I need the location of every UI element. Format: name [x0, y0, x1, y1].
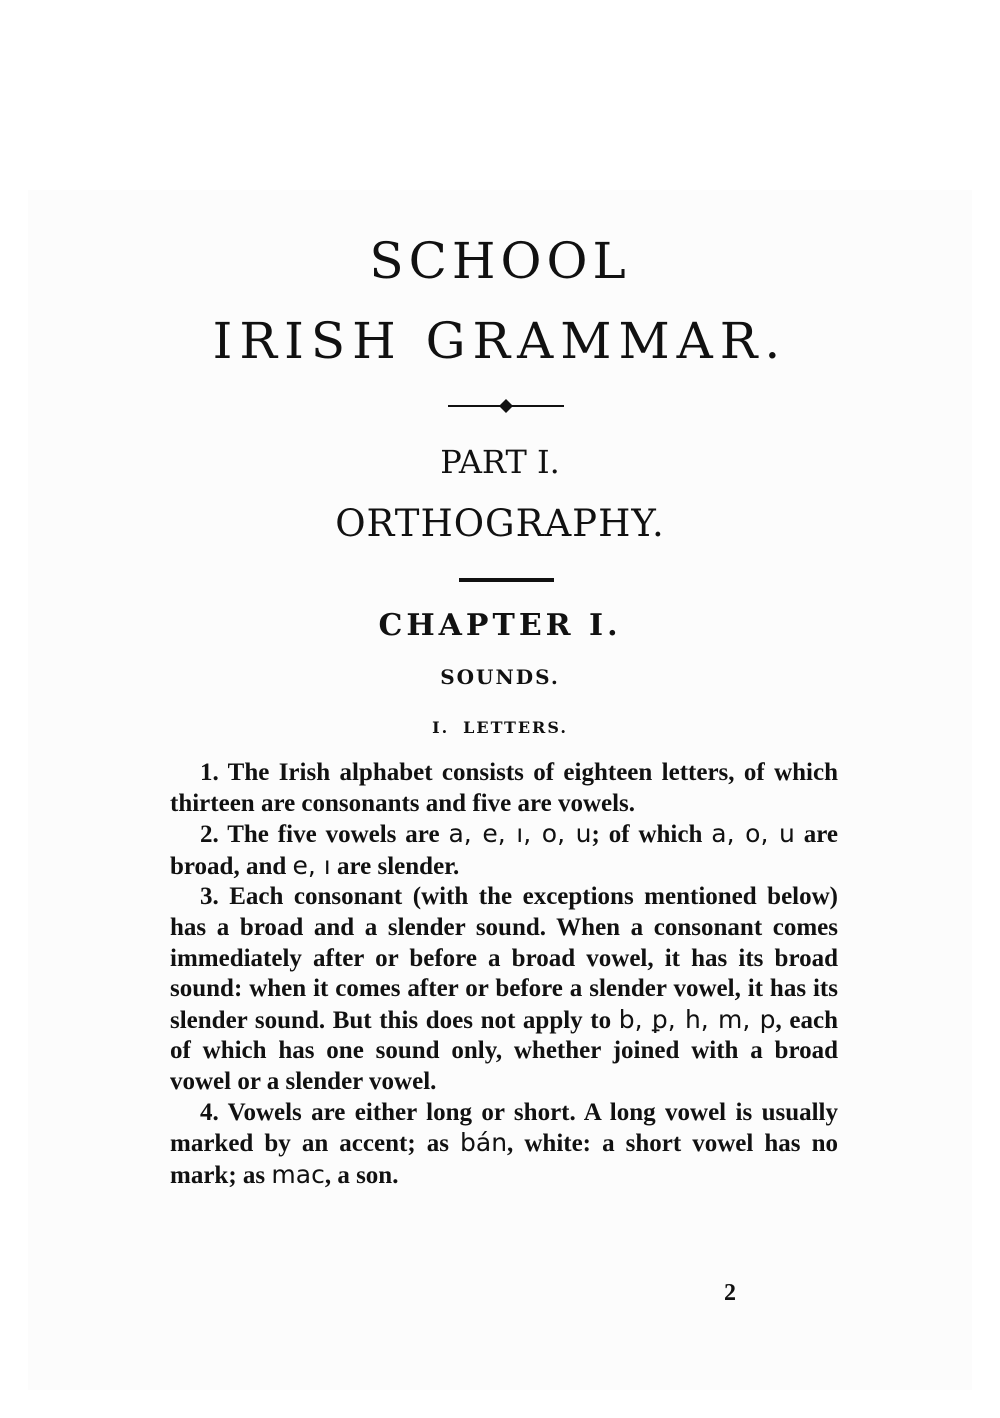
paragraph-number: 4.: [200, 1098, 219, 1126]
subsection-letters: [0, 718, 1000, 737]
title-line-1: SCHOOL: [369, 232, 631, 290]
paragraph-1: 1. The Irish alphabet consists of eighteen letters, of which thirteen are consonants and five are vowels.: [170, 759, 838, 817]
irish-vowels: a, e, ı, o, u: [448, 819, 592, 849]
paragraph-2: 2. The five vowels are a, e, ı, o, u; of which a, o, u are broad, and e, ı are slender.: [170, 819, 839, 880]
irish-consonants: b, ꝑ, h, m, p: [618, 1004, 776, 1034]
paragraph-number: 1.: [200, 759, 219, 786]
body-text: [170, 758, 838, 1191]
chapter-heading: CHAPTER I.: [378, 608, 622, 643]
irish-word-ban: bán: [460, 1128, 508, 1158]
subsection-number: I.: [432, 718, 450, 737]
paragraph-number: 2.: [200, 821, 219, 849]
paragraph-3: 3. Each consonant (with the exceptions mentioned below) has a broad and a slender sound. When a consonant comes immediately after or before a broad vowel, it has its broad sound: when it comes after or before a slender vowel, it has its slender sound. But this does not apply to b, ꝑ, h, m, p, each of which has one sound only, whether joined with a broad vowel or a slender vowel.: [170, 883, 838, 1095]
horizontal-rule: [459, 578, 554, 582]
subsection-label: LETTERS.: [463, 718, 568, 737]
irish-word-mac: mac: [271, 1159, 325, 1189]
subheading-sounds: SOUNDS.: [440, 665, 560, 689]
page-number: 2: [724, 1280, 736, 1306]
paragraph-number: 3.: [200, 883, 219, 911]
ornament-divider: [448, 396, 564, 416]
part-heading: PART I.: [440, 443, 560, 481]
irish-broad-vowels: a, o, u: [711, 819, 795, 849]
section-heading: ORTHOGRAPHY.: [335, 502, 665, 545]
title-line-2: IRISH GRAMMAR.: [212, 312, 788, 370]
irish-slender-vowels: e, ı: [292, 850, 331, 880]
paragraph-4: 4. Vowels are either long or short. A long vowel is usually marked by an accent; as bán, white: a short vowel has no mark; as mac, a son.: [170, 1098, 838, 1189]
